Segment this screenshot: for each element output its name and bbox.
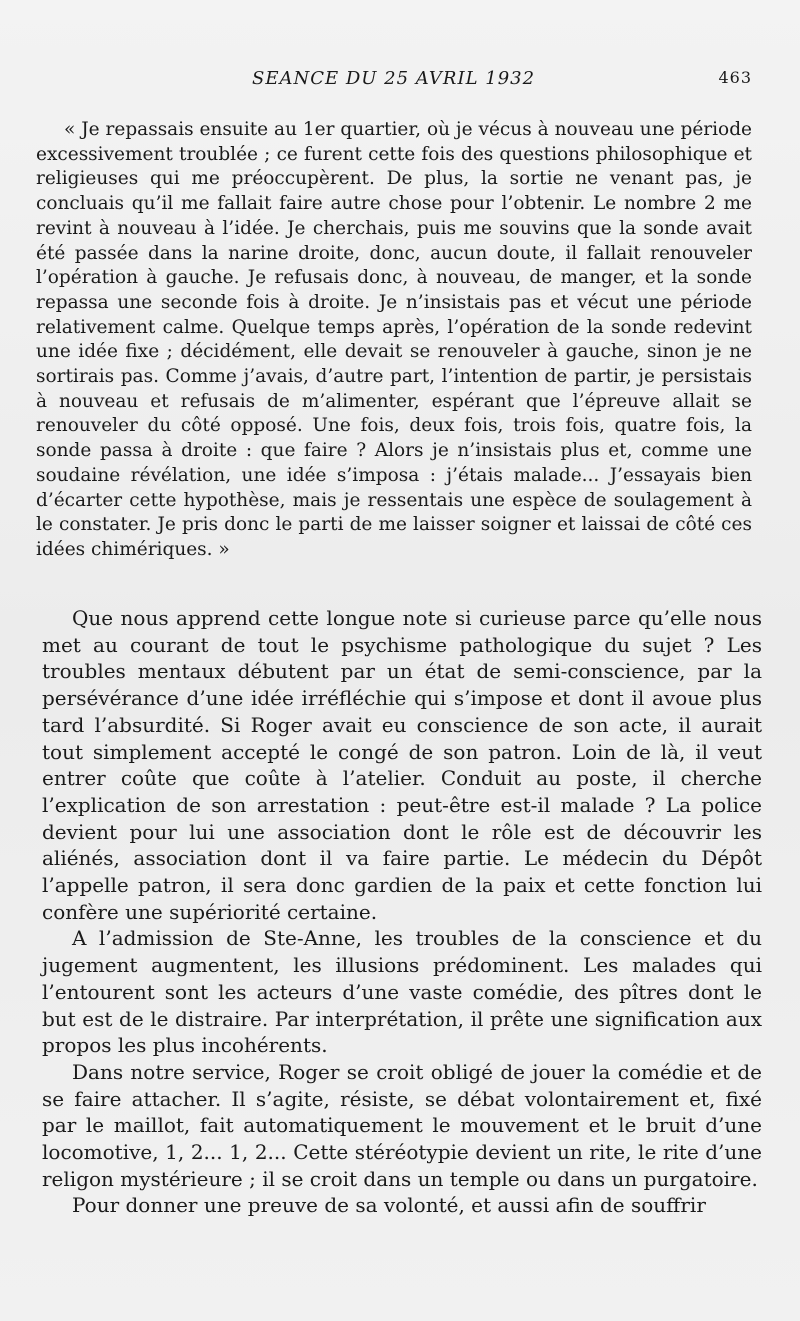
running-header	[252, 68, 752, 92]
paragraph-2: A l’admission de Ste-Anne, les troubles de la conscience et du jugement augmentent, les illusions prédominent. Les malades qui l’entourent sont les acteurs d’une vaste comédie, des pîtres dont le but est de le distraire. Par interprétation, il prête une signification aux propos les plus incohérents.	[42, 926, 762, 1058]
quoted-note	[36, 118, 752, 563]
paragraph-1: Que nous apprend cette longue note si curieuse parce qu’elle nous met au courant de tout le psychisme pathologique du sujet ? Les troubles mentaux débutent par un état de semi-conscience, par la persévérance d’une idée irréfléchie qui s’impose et dont il avoue plus tard l’absurdité. Si Roger avait eu conscience de son acte, il aurait tout simplement accepté le congé de son patron. Loin de là, il veut entrer coûte que coûte à l’atelier. Conduit au poste, il cherche l’explication de son arrestation : peut-être est-il malade ? La police devient pour lui une association dont le rôle est de découvrir les aliénés, association dont il va faire partie. Le médecin du Dépôt l’appelle patron, il sera donc gardien de la paix et cette fonction lui confère une supériorité certaine.	[42, 606, 762, 924]
paragraph-4: Pour donner une preuve de sa volonté, et aussi afin de souffrir	[72, 1193, 706, 1218]
header-title: SEANCE DU 25 AVRIL 1932	[252, 68, 536, 89]
paragraph-3: Dans notre service, Roger se croit obligé de jouer la comédie et de se faire attacher. Il s’agite, résiste, se débat volontairement et, fixé par le maillot, fait automatiquement le mouvement et le bruit d’une locomotive, 1, 2... 1, 2... Cette stéréotypie devient un rite, le rite d’une religon mystérieure ; il se croit dans un temple ou dans un purgatoire.	[42, 1059, 762, 1191]
page-number: 463	[718, 68, 752, 87]
quote-paragraph: « Je repassais ensuite au 1er quartier, où je vécus à nouveau une période excessivement troublée ; ce furent cette fois des questions philosophique et religieuses qui me préoccupèrent. De plus, la sortie ne venant pas, je concluais qu’il me fallait faire autre chose pour l’obtenir. Le nombre 2 me revint à nouveau à l’idée. Je cherchais, puis me souvins que la sonde avait été passée dans la narine droite, donc, aucun doute, il fallait renouveler l’opération à gauche. Je refusais donc, à nouveau, de manger, et la sonde repassa une seconde fois à droite. Je n’insistais pas et vécut une période relativement calme. Quelque temps après, l’opération de la sonde redevint une idée fixe ; décidément, elle devait se renouveler à gauche, sinon je ne sortirais pas. Comme j’avais, d’autre part, l’intention de partir, je persistais à nouveau et refusais de m’alimenter, espérant que l’épreuve allait se renouveler du côté opposé. Une fois, deux fois, trois fois, quatre fois, la sonde passa à droite : que faire ? Alors je n’insistais plus et, comme une soudaine révélation, une idée s’imposa : j’étais malade... J’essayais bien d’écarter cette hypothèse, mais je ressentais une espèce de soulagement à le constater. Je pris donc le parti de me laisser soigner et laissai de côté ces idées chimériques. »	[36, 119, 752, 560]
main-text	[42, 605, 762, 1219]
